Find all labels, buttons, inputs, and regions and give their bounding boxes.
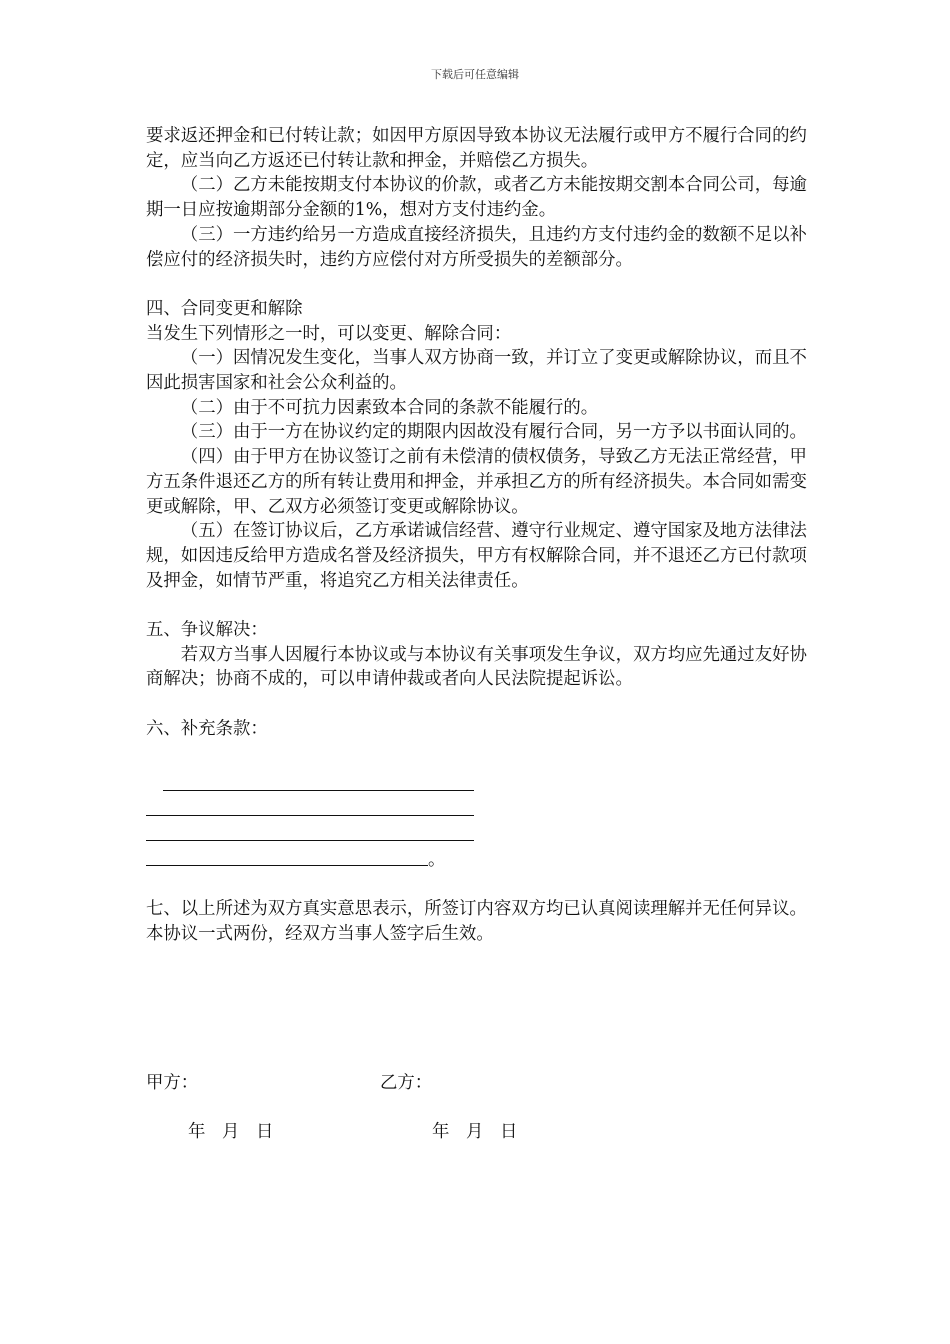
section-6-title: 六、补充条款： xyxy=(146,718,268,739)
supplement-line-1 xyxy=(163,790,474,791)
contract-body xyxy=(146,124,818,742)
section-7 xyxy=(146,897,818,946)
section-5-title: 五、争议解决： xyxy=(146,620,268,641)
section-4-intro: 当发生下列情形之一时，可以变更、解除合同： xyxy=(146,323,512,344)
section-4-item-4: （四）由于甲方在协议签订之前有未偿清的债权债务，导致乙方无法正常经营，甲方五条件退还乙方的所有转让费用和押金，并承担乙方的所有经济损失。本合同如需变更或解除，甲、乙双方必须签订变更或解除协议。 xyxy=(146,447,807,517)
paragraph-penalty-b: （二）乙方未能按期支付本协议的价款，或者乙方未能按期交割本合同公司，每逾期一日应按逾期部分金额的1%，想对方支付违约金。 xyxy=(146,175,807,221)
section-4-item-5: （五）在签订协议后，乙方承诺诚信经营、遵守行业规定、遵守国家及地方法律法规，如因违反给甲方造成名誉及经济损失，甲方有权解除合同，并不退还乙方已付款项及押金，如情节严重，将追究乙方相关法律责任。 xyxy=(146,521,807,591)
section-4-item-1: （一）因情况发生变化，当事人双方协商一致，并订立了变更或解除协议，而且不因此损害国家和社会公众利益的。 xyxy=(146,348,807,394)
party-b-label: 乙方： xyxy=(380,1073,433,1093)
paragraph-penalty-c: （三）一方违约给另一方造成直接经济损失，且违约方支付违约金的数额不足以补偿应付的经济损失时，违约方应偿付对方所受损失的差额部分。 xyxy=(146,224,807,270)
party-b-date: 年 月 日 xyxy=(432,1122,518,1142)
page-header: 下载后可任意编辑 xyxy=(431,68,519,81)
supplement-line-4 xyxy=(146,865,428,866)
section-4-title: 四、合同变更和解除 xyxy=(146,298,303,319)
section-4-item-2: （二）由于不可抗力因素致本合同的条款不能履行的。 xyxy=(180,397,599,418)
section-4-item-3: （三）由于一方在协议约定的期限内因故没有履行合同，另一方予以书面认同的。 xyxy=(180,422,807,443)
section-7-body: 七、以上所述为双方真实意思表示，所签订内容双方均已认真阅读理解并无任何异议。本协议一式两份，经双方当事人签字后生效。 xyxy=(146,899,807,944)
paragraph-penalty-a: 要求返还押金和已付转让款；如因甲方原因导致本协议无法履行或甲方不履行合同的约定，应当向乙方返还已付转让款和押金，并赔偿乙方损失。 xyxy=(146,126,807,171)
section-5-body: 若双方当事人因履行本协议或与本协议有关事项发生争议，双方均应先通过友好协商解决；协商不成的，可以申请仲裁或者向人民法院提起诉讼。 xyxy=(146,644,807,690)
party-a-label: 甲方： xyxy=(146,1073,199,1093)
party-a-date: 年 月 日 xyxy=(188,1122,274,1142)
supplement-line-3 xyxy=(146,840,474,841)
supplement-line-2 xyxy=(146,815,474,816)
supplement-end-mark: 。 xyxy=(428,850,446,870)
